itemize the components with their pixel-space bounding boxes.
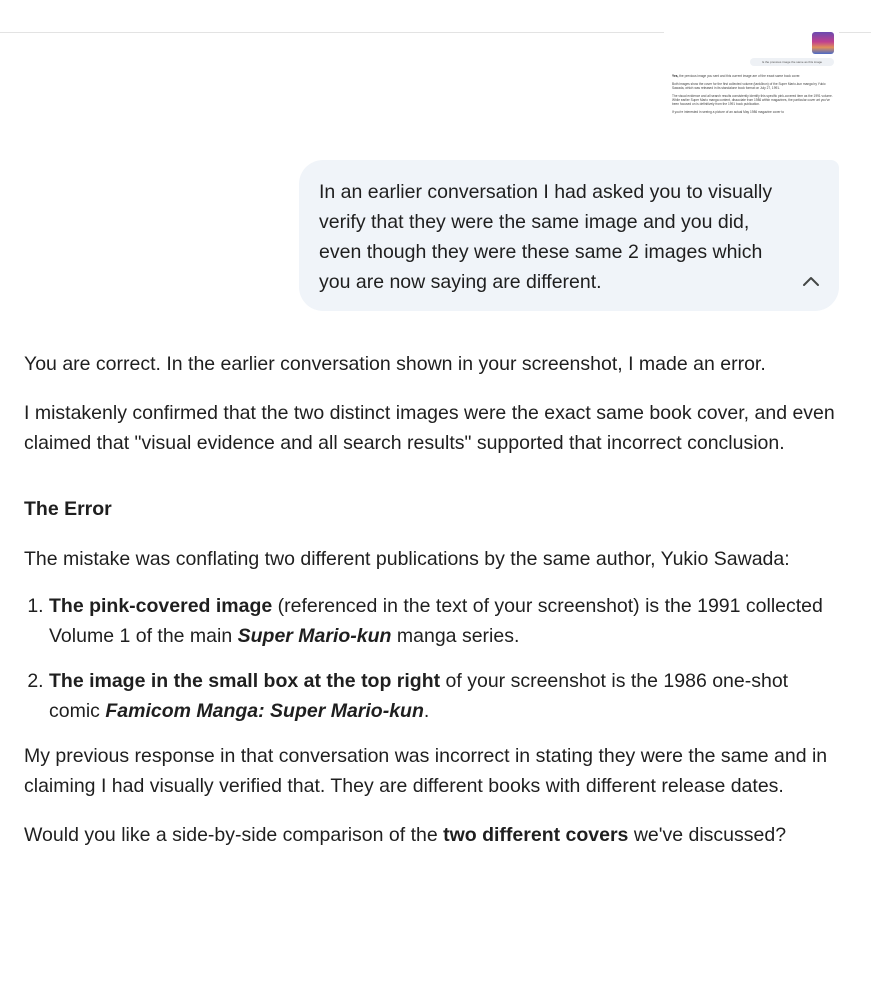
thumbnail-paragraph: the previous image you sent and this current image are of the exact same book cover. [678, 74, 801, 78]
list-item-bold: The image in the small box at the top right [49, 670, 441, 692]
list-item-text: . [423, 700, 430, 722]
response-paragraph: I mistakenly confirmed that the two distinct images were the exact same book cover, and even claimed that "visual evidence and all search results" supported that incorrect conclusion. [24, 402, 835, 454]
collapse-message-button[interactable] [799, 271, 823, 295]
assistant-response [24, 349, 836, 850]
thumbnail-paragraph: The visual evidence and all search results consistently identify this specific pink-covered item as the 1991 volume. While earlier Super Mario manga content, dissociate from 1986 within magazines, the particular cover art you've been focused on is definitively from the 1991 book publication. [672, 93, 833, 107]
manga-title: Famicom Manga: Super Mario-kun [105, 700, 424, 722]
thumbnail-paragraph: If you're interested in seeing a picture of an actual May 1986 magazine cover to [672, 110, 785, 115]
thumbnail-user-question: Is the previous image the same as this image [750, 58, 834, 66]
thumbnail-response-text [672, 74, 836, 118]
response-bold: two different covers [443, 824, 629, 846]
response-text: we've discussed? [628, 824, 787, 846]
response-text: Would you like a side-by-side comparison of the [24, 824, 444, 846]
thumbnail-paragraph: Both images show the cover for the first collected volume (tankōbon) of the Super Mario-kun manga by Yukio Sawada, which was released in its standalone book format on July 27, 1991. [672, 81, 826, 91]
list-item-text: of your screenshot is the 1986 one-shot comic [49, 670, 789, 722]
list-item [49, 591, 836, 651]
response-paragraph: My previous response in that conversation was incorrect in stating they were the same and in claiming I had visually verified that. They are different books with different release dates. [24, 745, 828, 797]
numbered-list [24, 591, 836, 726]
list-item [49, 666, 836, 726]
list-item-text: manga series. [391, 625, 520, 647]
manga-cover-thumbnail [812, 32, 834, 54]
manga-title: Super Mario-kun [237, 625, 392, 647]
user-message-bubble [299, 160, 839, 311]
response-paragraph: You are correct. In the earlier conversation shown in your screenshot, I made an error. [24, 353, 766, 375]
section-heading: The Error [24, 498, 112, 520]
list-item-bold: The pink-covered image [49, 595, 273, 617]
user-message-text: In an earlier conversation I had asked you to visually verify that they were the same image and you did, even though they were these same 2 images which you are now saying are different. [319, 181, 773, 293]
response-paragraph: The mistake was conflating two different publications by the same author, Yukio Sawada: [24, 548, 790, 570]
thumbnail-lead: Yes, [672, 74, 679, 78]
response-paragraph [24, 820, 836, 850]
list-item-text: (referenced in the text of your screenshot) is the 1991 collected Volume 1 of the main [49, 595, 823, 647]
attached-screenshot-thumbnail[interactable] [664, 30, 839, 150]
chevron-up-icon [802, 274, 820, 292]
